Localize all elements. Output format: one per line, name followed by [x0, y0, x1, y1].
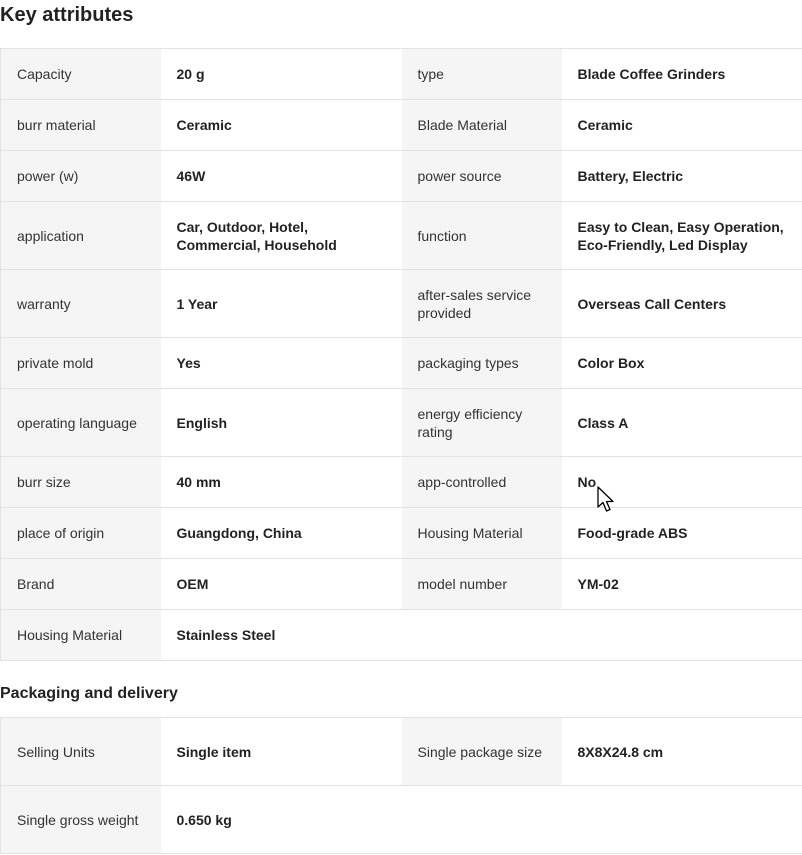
attribute-label: Single package size: [402, 718, 562, 786]
attribute-label: type: [402, 49, 562, 100]
attribute-value: Stainless Steel: [161, 610, 402, 661]
attribute-value: Class A: [562, 389, 802, 457]
attribute-row: [1, 202, 802, 270]
empty-cell: [402, 610, 562, 661]
attribute-label: private mold: [1, 338, 161, 389]
attribute-value: 0.650 kg: [161, 786, 402, 854]
attribute-value: OEM: [161, 559, 402, 610]
attribute-label: Selling Units: [1, 718, 161, 786]
attribute-value: 40 mm: [161, 457, 402, 508]
attribute-value: 20 g: [161, 49, 402, 100]
attribute-value: 1 Year: [161, 270, 402, 338]
attribute-label: operating language: [1, 389, 161, 457]
attribute-label: Brand: [1, 559, 161, 610]
key-attributes-title: Key attributes: [0, 4, 134, 26]
attribute-label: Capacity: [1, 49, 161, 100]
attribute-row: [1, 270, 802, 338]
attribute-label: place of origin: [1, 508, 161, 559]
attribute-label: packaging types: [402, 338, 562, 389]
attribute-row: [1, 338, 802, 389]
attribute-value: Single item: [161, 718, 402, 786]
attribute-value: Blade Coffee Grinders: [562, 49, 802, 100]
attribute-value: English: [161, 389, 402, 457]
attribute-row: [1, 786, 802, 854]
attribute-value: Ceramic: [562, 100, 802, 151]
attribute-value: Yes: [161, 338, 402, 389]
mouse-pointer-icon: [597, 486, 617, 514]
attribute-row: [1, 559, 802, 610]
attribute-row: [1, 100, 802, 151]
attribute-value: Easy to Clean, Easy Operation, Eco-Friendly, Led Display: [562, 202, 802, 270]
attribute-label: power source: [402, 151, 562, 202]
attribute-value: Color Box: [562, 338, 802, 389]
attribute-label: function: [402, 202, 562, 270]
attribute-label: energy efficiency rating: [402, 389, 562, 457]
attribute-label: Single gross weight: [1, 786, 161, 854]
packaging-table: [0, 717, 802, 854]
empty-cell: [402, 786, 562, 854]
attribute-label: Blade Material: [402, 100, 562, 151]
attribute-row: [1, 610, 802, 661]
attribute-value: Car, Outdoor, Hotel, Commercial, Household: [161, 202, 402, 270]
attribute-label: warranty: [1, 270, 161, 338]
key-attributes-table: [0, 48, 802, 661]
attribute-row: [1, 508, 802, 559]
attribute-row: [1, 389, 802, 457]
attribute-value: YM-02: [562, 559, 802, 610]
attribute-label: Housing Material: [1, 610, 161, 661]
attribute-row: [1, 457, 802, 508]
attribute-row: [1, 718, 802, 786]
attribute-value: Ceramic: [161, 100, 402, 151]
attribute-row: [1, 151, 802, 202]
attribute-value: Guangdong, China: [161, 508, 402, 559]
packaging-title: Packaging and delivery: [0, 685, 178, 702]
attribute-row: [1, 49, 802, 100]
attribute-label: app-controlled: [402, 457, 562, 508]
empty-cell: [562, 610, 802, 661]
attribute-label: burr material: [1, 100, 161, 151]
attribute-value: No: [562, 457, 802, 508]
attribute-value: Battery, Electric: [562, 151, 802, 202]
empty-cell: [562, 786, 802, 854]
attribute-label: burr size: [1, 457, 161, 508]
attribute-label: model number: [402, 559, 562, 610]
attribute-value: 46W: [161, 151, 402, 202]
attribute-value: 8X8X24.8 cm: [562, 718, 802, 786]
attribute-value: Food-grade ABS: [562, 508, 802, 559]
attribute-label: after-sales service provided: [402, 270, 562, 338]
attribute-label: application: [1, 202, 161, 270]
attribute-label: power (w): [1, 151, 161, 202]
attribute-value: Overseas Call Centers: [562, 270, 802, 338]
attribute-label: Housing Material: [402, 508, 562, 559]
